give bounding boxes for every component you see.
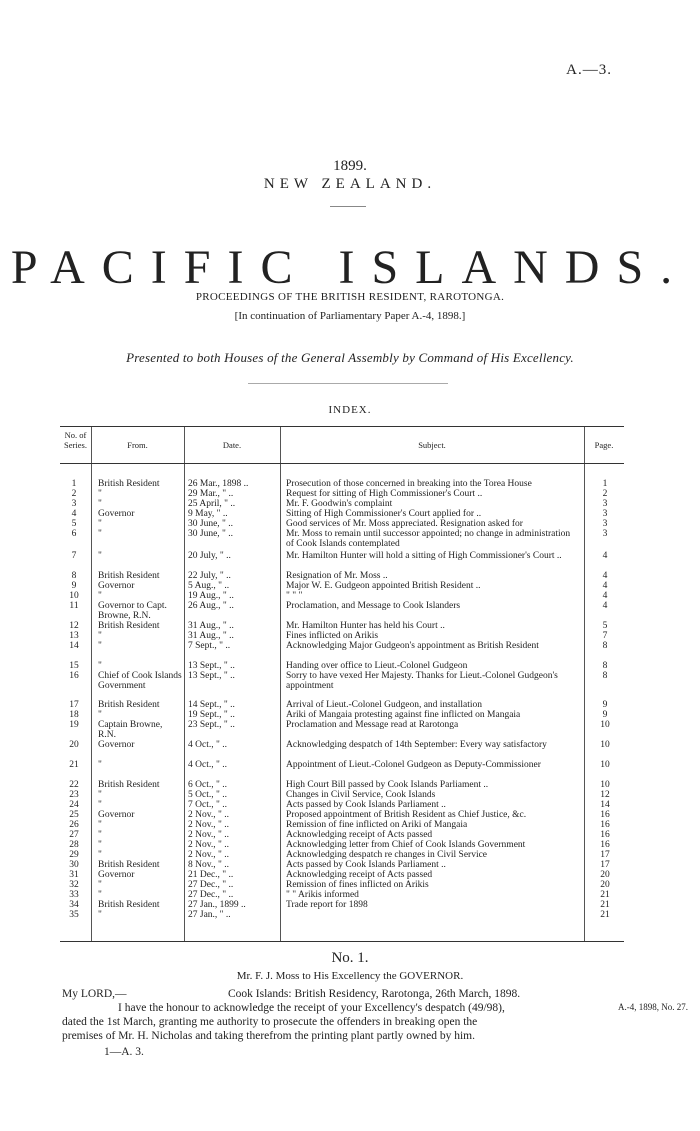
subject-cell: Changes in Civil Service, Cook Islands xyxy=(286,790,436,800)
subtitle: PROCEEDINGS OF THE BRITISH RESIDENT, RAROTONGA. xyxy=(195,291,505,303)
series-number: 14 xyxy=(69,641,79,651)
subject-cell: Proclamation and Message read at Rarotonga xyxy=(286,720,459,730)
from-cell: British Resident xyxy=(98,479,160,489)
letter-body-line: I have the honour to acknowledge the receipt of your Excellency's despatch (49/98), xyxy=(118,1002,505,1014)
page-cell: 16 xyxy=(600,830,610,840)
date-cell: 2 Nov., " .. xyxy=(188,820,229,830)
series-number: 7 xyxy=(71,551,77,561)
subject-cell: Acknowledging Major Gudgeon's appointment as British Resident xyxy=(286,641,539,651)
subject-cell: Trade report for 1898 xyxy=(286,900,368,910)
subject-cell: Remission of fine inflicted on Ariki of Mangaia xyxy=(286,820,468,830)
series-number: 16 xyxy=(69,671,79,681)
date-cell: 27 Jan., " .. xyxy=(188,910,231,920)
date-cell: 27 Jan., 1899 .. xyxy=(188,900,246,910)
page-cell: 16 xyxy=(600,820,610,830)
divider xyxy=(248,383,448,384)
subject-cell: Remission of fines inflicted on Arikis xyxy=(286,880,429,890)
header-from: From. xyxy=(127,440,148,450)
page-cell: 4 xyxy=(602,571,608,581)
date-cell: 26 Mar., 1898 .. xyxy=(188,479,249,489)
date-cell: 31 Aug., " .. xyxy=(188,621,234,631)
date-cell: 25 April, " .. xyxy=(188,499,236,509)
date-cell: 27 Dec., " .. xyxy=(188,880,234,890)
date-cell: 13 Sept., " .. xyxy=(188,661,235,671)
series-number: 24 xyxy=(69,800,79,810)
series-number: 27 xyxy=(69,830,79,840)
subject-cell: Mr. Moss to remain until successor appointed; no change in administration of Cook Islands contemplated xyxy=(286,529,571,549)
year: 1899. xyxy=(333,158,367,174)
page-cell: 3 xyxy=(602,499,608,509)
series-number: 10 xyxy=(69,591,79,601)
from-cell: British Resident xyxy=(98,780,160,790)
date-cell: 31 Aug., " .. xyxy=(188,631,234,641)
page-cell: 10 xyxy=(600,760,610,770)
header-subject: Subject. xyxy=(418,440,446,450)
page-cell: 10 xyxy=(600,740,610,750)
date-cell: 19 Aug., " .. xyxy=(188,591,234,601)
page-cell: 21 xyxy=(600,900,610,910)
from-cell: " xyxy=(98,661,102,671)
page-cell: 17 xyxy=(600,850,610,860)
subject-cell: Appointment of Lieut.-Colonel Gudgeon as Deputy-Commissioner xyxy=(286,760,541,770)
date-cell: 27 Dec., " .. xyxy=(188,890,234,900)
subject-cell: Acts passed by Cook Islands Parliament .. xyxy=(286,800,446,810)
page-cell: 4 xyxy=(602,601,608,611)
subject-cell: Acknowledging receipt of Acts passed xyxy=(286,870,433,880)
from-cell: British Resident xyxy=(98,700,160,710)
from-cell: " xyxy=(98,910,102,920)
date-cell: 22 July, " .. xyxy=(188,571,231,581)
from-cell: " xyxy=(98,840,102,850)
series-number: 28 xyxy=(69,840,79,850)
from-cell: Governor xyxy=(98,740,135,750)
header-date: Date. xyxy=(222,440,242,450)
subject-cell: Sorry to have vexed Her Majesty. Thanks for Lieut.-Colonel Gudgeon's appointment xyxy=(286,671,558,691)
page-cell: 16 xyxy=(600,810,610,820)
series-number: 35 xyxy=(69,910,79,920)
page-cell: 21 xyxy=(600,910,610,920)
subject-cell: Handing over office to Lieut.-Colonel Gudgeon xyxy=(286,661,468,671)
date-cell: 20 July, " .. xyxy=(188,551,231,561)
page-cell: 9 xyxy=(602,710,608,720)
page-cell: 1 xyxy=(602,479,608,489)
series-number: 8 xyxy=(71,571,77,581)
column-rule xyxy=(280,427,281,941)
from-cell: " xyxy=(98,880,102,890)
subject-cell: Acknowledging despatch re changes in Civil Service xyxy=(286,850,488,860)
page-title: PACIFIC ISLANDS. xyxy=(10,241,690,294)
from-cell: Captain Browne, R.N. xyxy=(98,720,163,740)
paper-reference: A.—3. xyxy=(566,62,612,78)
series-number: 23 xyxy=(69,790,79,800)
series-number: 19 xyxy=(69,720,79,730)
table-header xyxy=(60,427,624,464)
series-number: 9 xyxy=(71,581,77,591)
page-cell: 4 xyxy=(602,581,608,591)
date-cell: 30 June, " .. xyxy=(188,519,234,529)
page-cell: 3 xyxy=(602,509,608,519)
page-cell: 14 xyxy=(600,800,610,810)
date-cell: 9 May, " .. xyxy=(188,509,228,519)
page-cell: 4 xyxy=(602,591,608,601)
date-cell: 7 Oct., " .. xyxy=(188,800,227,810)
page-cell: 20 xyxy=(600,870,610,880)
page-cell: 17 xyxy=(600,860,610,870)
from-cell: Governor xyxy=(98,870,135,880)
date-cell: 21 Dec., " .. xyxy=(188,870,234,880)
subject-cell: Mr. Hamilton Hunter will hold a sitting of High Commissioner's Court .. xyxy=(286,551,562,561)
page-cell: 3 xyxy=(602,529,608,539)
page-cell: 10 xyxy=(600,780,610,790)
series-number: 12 xyxy=(69,621,79,631)
margin-reference: A.-4, 1898, No. 27. xyxy=(618,1002,688,1012)
subject-cell: Acknowledging receipt of Acts passed xyxy=(286,830,433,840)
presented-line: Presented to both Houses of the General Assembly by Command of His Excellency. xyxy=(126,350,574,365)
subject-cell: Mr. Hamilton Hunter has held his Court .. xyxy=(286,621,445,631)
date-cell: 2 Nov., " .. xyxy=(188,840,229,850)
date-cell: 7 Sept., " .. xyxy=(188,641,231,651)
series-number: 22 xyxy=(69,780,79,790)
subject-cell: Arrival of Lieut.-Colonel Gudgeon, and installation xyxy=(286,700,483,710)
series-number: 17 xyxy=(69,700,79,710)
page-cell: 16 xyxy=(600,840,610,850)
from-cell: Governor xyxy=(98,581,135,591)
header-no: No. of Series. xyxy=(64,430,87,450)
date-cell: 4 Oct., " .. xyxy=(188,760,227,770)
column-rule xyxy=(184,427,185,941)
page-cell: 9 xyxy=(602,700,608,710)
from-cell: " xyxy=(98,631,102,641)
date-cell: 5 Aug., " .. xyxy=(188,581,230,591)
subject-cell: Request for sitting of High Commissioner's Court .. xyxy=(286,489,483,499)
date-cell: 4 Oct., " .. xyxy=(188,740,227,750)
date-cell: 19 Sept., " .. xyxy=(188,710,235,720)
from-cell: Chief of Cook Islands Government xyxy=(98,671,182,691)
page-cell: 2 xyxy=(602,489,608,499)
series-number: 1 xyxy=(71,479,77,489)
from-cell: Governor xyxy=(98,509,135,519)
from-cell: " xyxy=(98,850,102,860)
page-cell: 8 xyxy=(602,661,608,671)
index-heading: INDEX. xyxy=(328,404,372,416)
subject-cell: " " " xyxy=(286,591,303,601)
from-cell: " xyxy=(98,760,102,770)
country-heading: NEW ZEALAND. xyxy=(263,176,437,192)
index-table xyxy=(60,426,624,942)
salutation: My LORD,— xyxy=(62,988,127,1000)
subject-cell: Acknowledging despatch of 14th September: Every way satisfactory xyxy=(286,740,547,750)
letter-body-line: dated the 1st March, granting me authority to prosecute the offenders in breaking open the xyxy=(62,1016,478,1028)
subject-cell: Fines inflicted on Arikis xyxy=(286,631,379,641)
subject-cell: Major W. E. Gudgeon appointed British Resident .. xyxy=(286,581,481,591)
series-number: 33 xyxy=(69,890,79,900)
date-cell: 26 Aug., " .. xyxy=(188,601,234,611)
page-cell: 12 xyxy=(600,790,610,800)
series-number: 18 xyxy=(69,710,79,720)
page-cell: 4 xyxy=(602,551,608,561)
column-rule xyxy=(91,427,92,941)
from-cell: " xyxy=(98,890,102,900)
series-number: 20 xyxy=(69,740,79,750)
series-number: 26 xyxy=(69,820,79,830)
date-cell: 6 Oct., " .. xyxy=(188,780,227,790)
column-rule xyxy=(584,427,585,941)
from-cell: " xyxy=(98,529,102,539)
from-cell: Governor xyxy=(98,810,135,820)
from-cell: " xyxy=(98,641,102,651)
from-cell: " xyxy=(98,489,102,499)
subject-cell: Resignation of Mr. Moss .. xyxy=(286,571,388,581)
header-page: Page. xyxy=(594,440,614,450)
from-cell: " xyxy=(98,499,102,509)
series-number: 25 xyxy=(69,810,79,820)
from-cell: " xyxy=(98,519,102,529)
from-cell: " xyxy=(98,710,102,720)
page-cell: 3 xyxy=(602,519,608,529)
subject-cell: Good services of Mr. Moss appreciated. Resignation asked for xyxy=(286,519,523,529)
page-cell: 7 xyxy=(602,631,608,641)
series-number: 15 xyxy=(69,661,79,671)
from-cell: " xyxy=(98,591,102,601)
from-cell: Governor to Capt. Browne, R.N. xyxy=(98,601,167,621)
subject-cell: High Court Bill passed by Cook Islands Parliament .. xyxy=(286,780,489,790)
subject-cell: Ariki of Mangaia protesting against fine inflicted on Mangaia xyxy=(286,710,521,720)
subject-cell: Sitting of High Commissioner's Court applied for .. xyxy=(286,509,482,519)
subject-cell: Acknowledging letter from Chief of Cook Islands Government xyxy=(286,840,526,850)
page-cell: 8 xyxy=(602,671,608,681)
series-number: 31 xyxy=(69,870,79,880)
from-cell: " xyxy=(98,800,102,810)
date-cell: 29 Mar., " .. xyxy=(188,489,234,499)
continuation-note: [In continuation of Parliamentary Paper A.-4, 1898.] xyxy=(234,310,466,322)
page-cell: 21 xyxy=(600,890,610,900)
page-cell: 10 xyxy=(600,720,610,730)
date-cell: 2 Nov., " .. xyxy=(188,850,229,860)
from-cell: " xyxy=(98,790,102,800)
series-number: 32 xyxy=(69,880,79,890)
date-cell: 5 Oct., " .. xyxy=(188,790,227,800)
from-cell: British Resident xyxy=(98,860,160,870)
page-footer: 1—A. 3. xyxy=(104,1046,144,1058)
page-cell: 5 xyxy=(602,621,608,631)
date-cell: 8 Nov., " .. xyxy=(188,860,229,870)
series-number: 13 xyxy=(69,631,79,641)
series-number: 11 xyxy=(69,601,79,611)
divider xyxy=(330,206,366,207)
place-date: Cook Islands: British Residency, Rarotonga, 26th March, 1898. xyxy=(228,988,521,1000)
subject-cell: Proposed appointment of British Resident as Chief Justice, &c. xyxy=(286,810,527,820)
from-cell: British Resident xyxy=(98,621,160,631)
from-cell: " xyxy=(98,830,102,840)
date-cell: 2 Nov., " .. xyxy=(188,830,229,840)
series-number: 34 xyxy=(69,900,79,910)
series-number: 29 xyxy=(69,850,79,860)
from-cell: British Resident xyxy=(98,571,160,581)
subject-cell: Acts passed by Cook Islands Parliament .. xyxy=(286,860,446,870)
date-cell: 2 Nov., " .. xyxy=(188,810,229,820)
from-cell: " xyxy=(98,551,102,561)
subject-cell: " " Arikis informed xyxy=(286,890,359,900)
page-cell: 20 xyxy=(600,880,610,890)
series-number: 3 xyxy=(71,499,77,509)
from-cell: British Resident xyxy=(98,900,160,910)
series-number: 30 xyxy=(69,860,79,870)
date-cell: 13 Sept., " .. xyxy=(188,671,235,681)
series-number: 5 xyxy=(71,519,77,529)
subject-cell: Prosecution of those concerned in breaking into the Torea House xyxy=(286,479,532,489)
letter-heading: Mr. F. J. Moss to His Excellency the GOVERNOR. xyxy=(236,970,464,982)
subject-cell: Mr. F. Goodwin's complaint xyxy=(286,499,393,509)
from-cell: " xyxy=(98,820,102,830)
date-cell: 23 Sept., " .. xyxy=(188,720,235,730)
series-number: 6 xyxy=(71,529,77,539)
series-number: 21 xyxy=(69,760,79,770)
letter-body-line: premises of Mr. H. Nicholas and taking therefrom the printing plant partly owned by him. xyxy=(62,1030,475,1042)
page-cell: 8 xyxy=(602,641,608,651)
date-cell: 14 Sept., " .. xyxy=(188,700,235,710)
series-number: 2 xyxy=(71,489,77,499)
letter-number: No. 1. xyxy=(331,950,369,966)
subject-cell: Proclamation, and Message to Cook Islanders xyxy=(286,601,461,611)
series-number: 4 xyxy=(71,509,77,519)
date-cell: 30 June, " .. xyxy=(188,529,234,539)
